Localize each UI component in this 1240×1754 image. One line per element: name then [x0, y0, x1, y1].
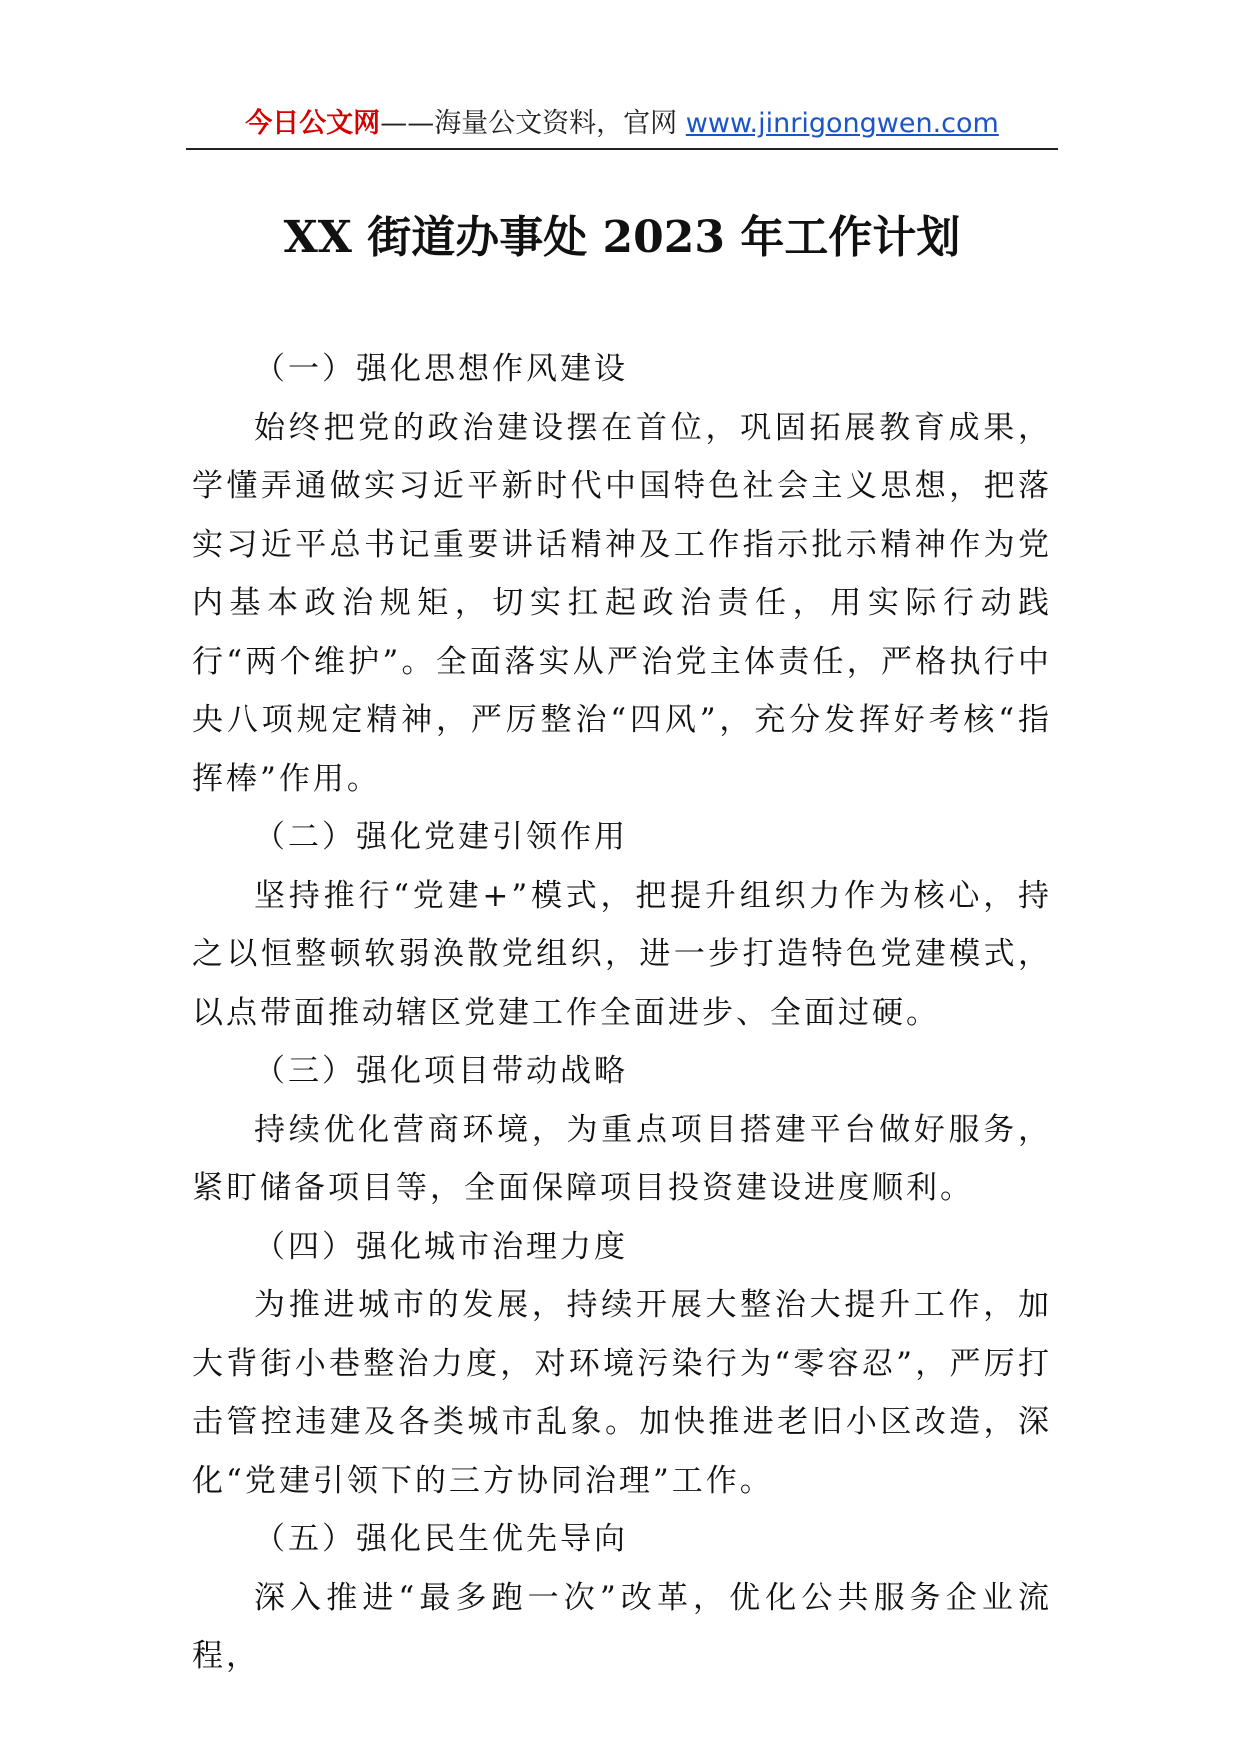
site-url-link[interactable]: www.jinrigongwen.com [685, 108, 999, 139]
site-header [186, 102, 1058, 150]
site-tagline: 海量公文资料，官网 [434, 108, 686, 139]
section-heading-3: （三）强化项目带动战略 [254, 1053, 628, 1089]
section-heading-2: （二）强化党建引领作用 [254, 819, 628, 855]
section-paragraph-4: 为推进城市的发展，持续开展大整治大提升工作，加大背街小巷整治力度，对环境污染行为“零容忍”，严厉打击管控违建及各类城市乱象。加快推进老旧小区改造，深化“党建引领下的三方协同治理”工作。 [192, 1287, 1052, 1499]
section-heading-1: （一）强化思想作风建设 [254, 351, 628, 387]
site-brand: 今日公文网 [245, 108, 381, 139]
document-title: XX 街道办事处 2023 年工作计划 [283, 212, 961, 263]
section-paragraph-1: 始终把党的政治建设摆在首位，巩固拓展教育成果，学懂弄通做实习近平新时代中国特色社会主义思想，把落实习近平总书记重要讲话精神及工作指示批示精神作为党内基本政治规矩，切实扛起政治责任，用实际行动践行“两个维护”。全面落实从严治党主体责任，严格执行中央八项规定精神，严厉整治“四风”，充分发挥好考核“指挥棒”作用。 [192, 409, 1052, 797]
section-heading-5: （五）强化民生优先导向 [254, 1521, 628, 1557]
section-paragraph-2: 坚持推行“党建+”模式，把提升组织力作为核心，持之以恒整顿软弱涣散党组织，进一步打造特色党建模式，以点带面推动辖区党建工作全面进步、全面过硬。 [192, 877, 1052, 1031]
section-paragraph-3: 持续优化营商环境，为重点项目搭建平台做好服务，紧盯储备项目等，全面保障项目投资建设进度顺利。 [192, 1111, 1052, 1206]
section-paragraph-5: 深入推进“最多跑一次”改革，优化公共服务企业流程， [192, 1579, 1052, 1674]
section-heading-4: （四）强化城市治理力度 [254, 1228, 628, 1265]
header-dash: —— [380, 108, 435, 139]
document-body [192, 340, 1052, 1686]
